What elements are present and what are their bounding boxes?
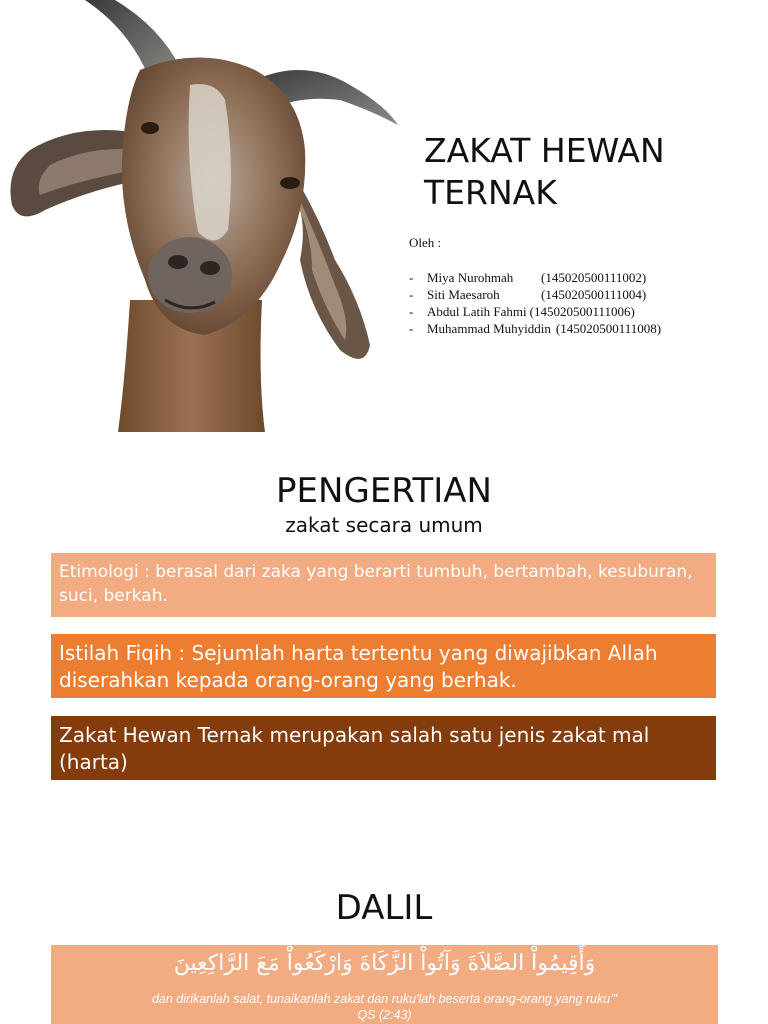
author-nim: (145020500111002) <box>541 270 647 285</box>
by-label: Oleh : <box>409 235 442 250</box>
dalil-box <box>51 945 718 1024</box>
author-nim: (145020500111008) <box>555 321 662 336</box>
fiqh-definition-box: Istilah Fiqih : Sejumlah harta tertentu yang diwajibkan Allah diserahkan kepada orang-orang yang berhak. <box>51 634 716 698</box>
title-line-1: ZAKAT HEWAN <box>424 131 665 170</box>
author-nim: (145020500111004) <box>541 287 647 302</box>
author-nim: (145020500111006) <box>529 304 635 319</box>
list-dash: - <box>409 321 414 336</box>
title-slide <box>0 0 768 432</box>
pengertian-subheading: zakat secara umum <box>285 513 483 537</box>
author-name: Siti Maesaroh <box>427 287 500 302</box>
etymology-box: Etimologi : berasal dari zaka yang berarti tumbuh, bertambah, kesuburan, suci, berkah. <box>51 553 716 617</box>
presentation-title <box>424 130 754 214</box>
list-dash: - <box>409 304 414 319</box>
author-row <box>409 269 661 286</box>
author-row <box>409 320 661 337</box>
author-row <box>409 303 661 320</box>
verse-reference: QS (2:43) <box>357 1008 412 1022</box>
list-dash: - <box>409 287 414 302</box>
arabic-verse: وَأَقِيمُواْ الصَّلاَةَ وَآتُواْ الزَّكَاةَ وَارْكَعُواْ مَعَ الرَّاكِعِينَ <box>173 951 596 976</box>
zakat-type-box: Zakat Hewan Ternak merupakan salah satu jenis zakat mal (harta) <box>51 716 716 780</box>
list-dash: - <box>409 270 414 285</box>
verse-translation: dan dirikanlah salat, tunaikanlah zakat dan ruku'lah beserta orang-orang yang ruku'" <box>151 992 618 1006</box>
title-line-2: TERNAK <box>424 173 557 212</box>
author-list <box>409 269 661 337</box>
author-row <box>409 286 661 303</box>
dalil-heading: DALIL <box>335 888 433 928</box>
goat-image <box>0 0 405 432</box>
author-name: Muhammad Muhyiddin <box>427 321 551 336</box>
author-name: Miya Nurohmah <box>427 270 514 285</box>
pengertian-heading: PENGERTIAN <box>276 471 492 511</box>
author-name: Abdul Latih Fahmi <box>427 304 527 319</box>
